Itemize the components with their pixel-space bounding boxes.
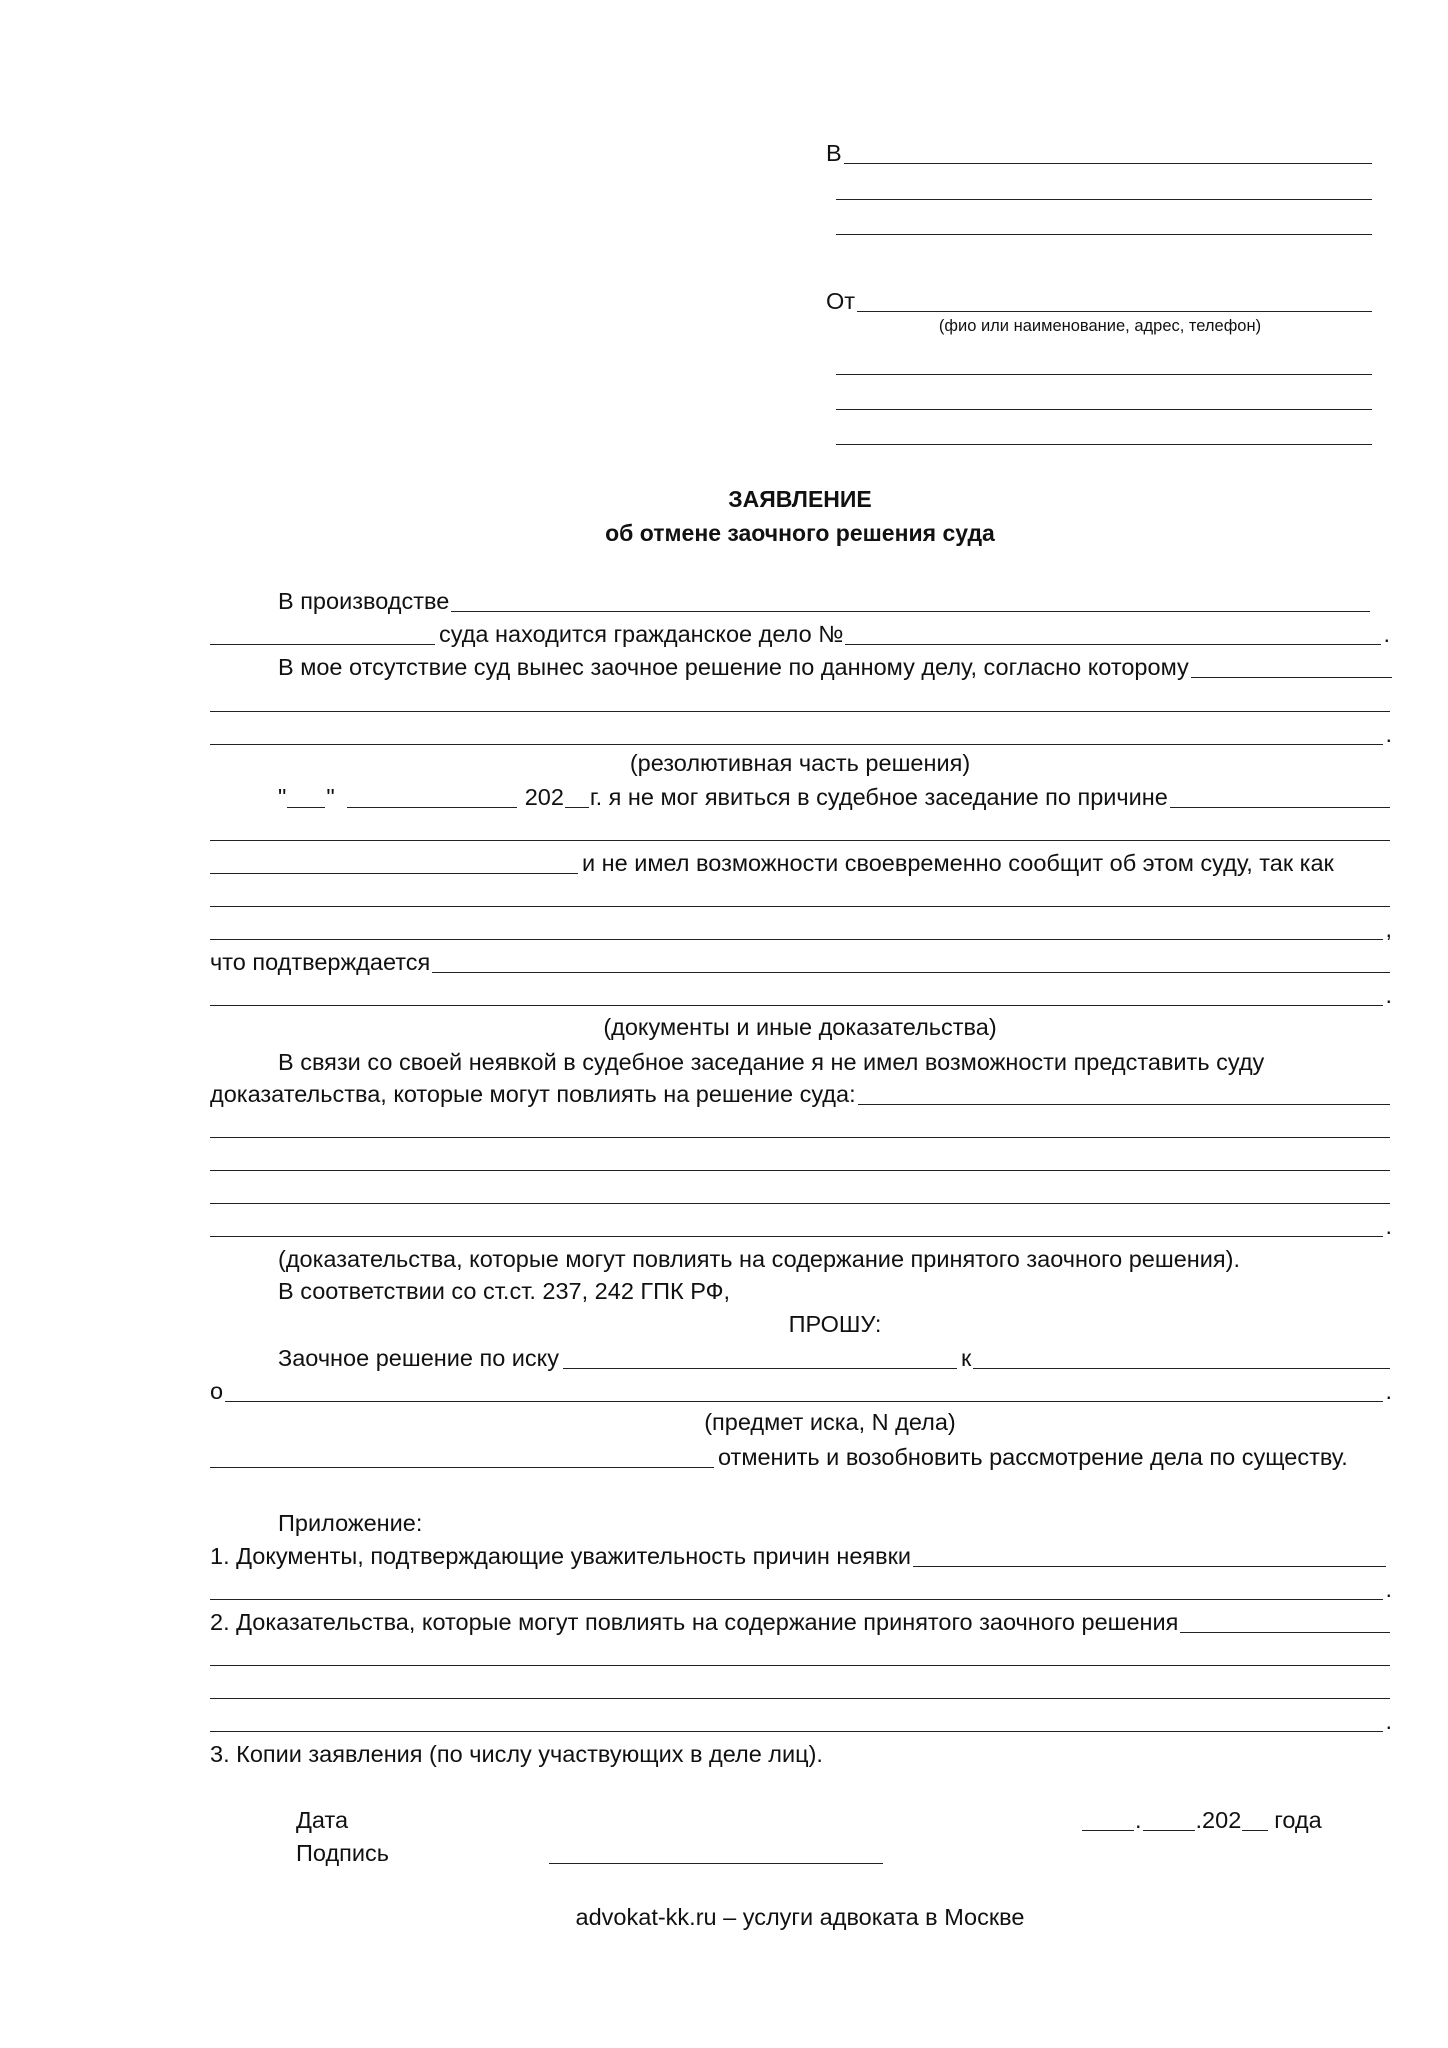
attachment-2-line-2 [210, 1640, 1392, 1670]
decision-field-3[interactable] [210, 722, 1383, 745]
reason-line-2 [210, 815, 1392, 845]
case-ref-field[interactable] [210, 1445, 714, 1468]
date-label: Дата [296, 1807, 349, 1833]
attachment-2-line-3 [210, 1673, 1392, 1703]
claim-to: к [960, 1345, 972, 1371]
attachment-1-line-2 [210, 1574, 1392, 1604]
hint-resolution: (резолютивная часть решения) [629, 750, 971, 776]
attachment-2-field-4[interactable] [210, 1709, 1383, 1732]
confirmed-line-2 [210, 980, 1392, 1010]
attachments-title-line [278, 1508, 878, 1538]
subject-field[interactable] [225, 1379, 1383, 1402]
from-field-3[interactable] [836, 387, 1372, 410]
attachment-2-line [210, 1607, 1392, 1637]
attachment-1-line [210, 1541, 1388, 1571]
document-title: ЗАЯВЛЕНИЕ [728, 486, 872, 512]
plaintiff-field[interactable] [563, 1346, 957, 1369]
signature-label: Подпись [296, 1840, 390, 1866]
evidence-line [210, 1079, 1392, 1109]
date-label-line [296, 1805, 496, 1835]
reason-field-1[interactable] [1170, 785, 1390, 808]
attachment-1-field[interactable] [913, 1544, 1386, 1567]
hint-docs: (документы и иные доказательства) [603, 1014, 997, 1040]
date-suffix: года [1274, 1807, 1322, 1833]
claim-label: Заочное решение по иску [278, 1345, 559, 1371]
evidence-field-3[interactable] [210, 1148, 1390, 1171]
period-7: . [1385, 1708, 1392, 1734]
date-value-line [1082, 1805, 1342, 1835]
hint-evidence: (доказательства, которые могут повлиять на содержание принятого заочного решения). [278, 1246, 1240, 1272]
confirmed-label: что подтверждается [210, 949, 431, 975]
to-field-2[interactable] [836, 177, 1372, 200]
explain-line-2 [210, 914, 1392, 944]
reason-field-2[interactable] [210, 818, 1390, 841]
attachment-2-label: 2. Доказательства, которые могут повлиять на содержание принятого заочного решения [210, 1609, 1179, 1635]
from-line-2 [834, 349, 1374, 379]
to-line-3 [834, 209, 1374, 239]
claim-line [278, 1343, 1392, 1373]
decision-field-2[interactable] [210, 689, 1390, 712]
proceedings-line [278, 586, 1372, 616]
from-line-4 [834, 419, 1374, 449]
absence-line [278, 652, 1394, 682]
from-field-2[interactable] [836, 352, 1372, 375]
attachments-title: Приложение: [278, 1510, 423, 1536]
comma-1: , [1385, 916, 1392, 942]
evidence-text-1: В связи со своей неявкой в судебное заседание я не имел возможности представить суду [278, 1049, 1265, 1075]
evidence-line-5 [210, 1211, 1392, 1241]
from-prefix: От [826, 288, 856, 314]
evidence-text-line-1 [278, 1047, 1398, 1077]
no-notice-label: и не имел возможности своевременно сообщит об этом суду, так как [582, 850, 1334, 876]
evidence-text-2: доказательства, которые могут повлиять на решение суда: [210, 1081, 856, 1107]
accordance-line [278, 1276, 1398, 1306]
case-number-label: суда находится гражданское дело № [439, 621, 844, 647]
explain-line-1 [210, 881, 1392, 911]
document-subtitle: об отмене заочного решения суда [605, 520, 995, 546]
cancel-line [210, 1442, 1400, 1472]
evidence-field-1[interactable] [858, 1082, 1390, 1105]
date-line [278, 782, 1392, 812]
from-field-1[interactable] [857, 289, 1372, 312]
period-2: . [1385, 721, 1392, 747]
hint-subject: (предмет иска, N дела) [704, 1409, 956, 1435]
case-number-line [210, 619, 1390, 649]
evidence-line-4 [210, 1178, 1392, 1208]
case-number-field[interactable] [845, 622, 1381, 645]
date-year-prefix: .202 [1195, 1807, 1242, 1833]
no-notice-line [210, 848, 1394, 878]
request-heading: ПРОШУ: [788, 1311, 882, 1337]
signature-line [296, 1838, 916, 1868]
date-close-quote: " [326, 784, 335, 810]
decision-line-3 [210, 719, 1392, 749]
accordance-text: В соответствии со ст.ст. 237, 242 ГПК РФ, [278, 1278, 731, 1304]
from-field-4[interactable] [836, 422, 1372, 445]
evidence-line-2 [210, 1112, 1392, 1142]
attachment-2-field[interactable] [1180, 1610, 1390, 1633]
explain-field-2[interactable] [210, 917, 1383, 940]
site-footer[interactable]: advokat-kk.ru – услуги адвоката в Москве [575, 1904, 1025, 1930]
explain-field-1[interactable] [210, 884, 1390, 907]
attachment-1-field-2[interactable] [210, 1577, 1383, 1600]
court-name-field[interactable] [451, 589, 1370, 612]
period-1: . [1383, 621, 1390, 647]
court-type-field[interactable] [210, 622, 435, 645]
date-open-quote: " [278, 784, 287, 810]
evidence-field-5[interactable] [210, 1214, 1383, 1237]
hint-evidence-line [278, 1244, 1398, 1274]
period-5: . [1385, 1378, 1392, 1404]
cancel-text: отменить и возобновить рассмотрение дела по существу. [718, 1444, 1348, 1470]
month-field[interactable] [347, 785, 517, 808]
from-line-1 [826, 286, 1374, 316]
period-3: . [1385, 982, 1392, 1008]
claim-about-line [210, 1376, 1392, 1406]
to-field-1[interactable] [844, 141, 1372, 164]
confirmed-line [210, 947, 1392, 977]
absence-label: В мое отсутствие суд вынес заочное решение по данному делу, согласно которому [278, 654, 1189, 680]
footer-month-field[interactable] [1143, 1808, 1195, 1831]
to-line-1 [826, 138, 1374, 168]
to-field-3[interactable] [836, 212, 1372, 235]
attachment-1-label: 1. Документы, подтверждающие уважительность причин неявки [210, 1543, 912, 1569]
attachment-2-line-4 [210, 1706, 1392, 1736]
decision-line-2 [210, 686, 1392, 716]
footer-year-field[interactable] [1242, 1808, 1268, 1831]
from-line-3 [834, 384, 1374, 414]
claim-about: о [210, 1378, 224, 1404]
day-field[interactable] [287, 785, 325, 808]
year-prefix: 202 [524, 784, 564, 810]
evidence-line-3 [210, 1145, 1392, 1175]
attachment-3-label: 3. Копии заявления (по числу участвующих в деле лиц). [210, 1741, 823, 1767]
evidence-field-4[interactable] [210, 1181, 1390, 1204]
period-6: . [1385, 1576, 1392, 1602]
from-hint: (фио или наименование, адрес, телефон) [938, 317, 1262, 335]
attachment-2-field-2[interactable] [210, 1643, 1390, 1666]
absence-reason-label: г. я не мог явиться в судебное заседание по причине [589, 784, 1168, 810]
confirmed-field-1[interactable] [432, 950, 1390, 973]
proceedings-label: В производстве [278, 588, 450, 614]
reason-field-3[interactable] [210, 851, 578, 874]
attachment-2-field-3[interactable] [210, 1676, 1390, 1699]
date-sep: . [1135, 1807, 1142, 1833]
signature-field[interactable] [549, 1841, 883, 1864]
attachment-3-line [210, 1739, 1210, 1769]
decision-field-1[interactable] [1191, 655, 1392, 678]
to-line-2 [834, 174, 1374, 204]
evidence-field-2[interactable] [210, 1115, 1390, 1138]
year-field[interactable] [565, 785, 589, 808]
footer-day-field[interactable] [1082, 1808, 1134, 1831]
to-prefix: В [826, 140, 842, 166]
defendant-field[interactable] [973, 1346, 1390, 1369]
confirmed-field-2[interactable] [210, 983, 1383, 1006]
period-4: . [1385, 1213, 1392, 1239]
